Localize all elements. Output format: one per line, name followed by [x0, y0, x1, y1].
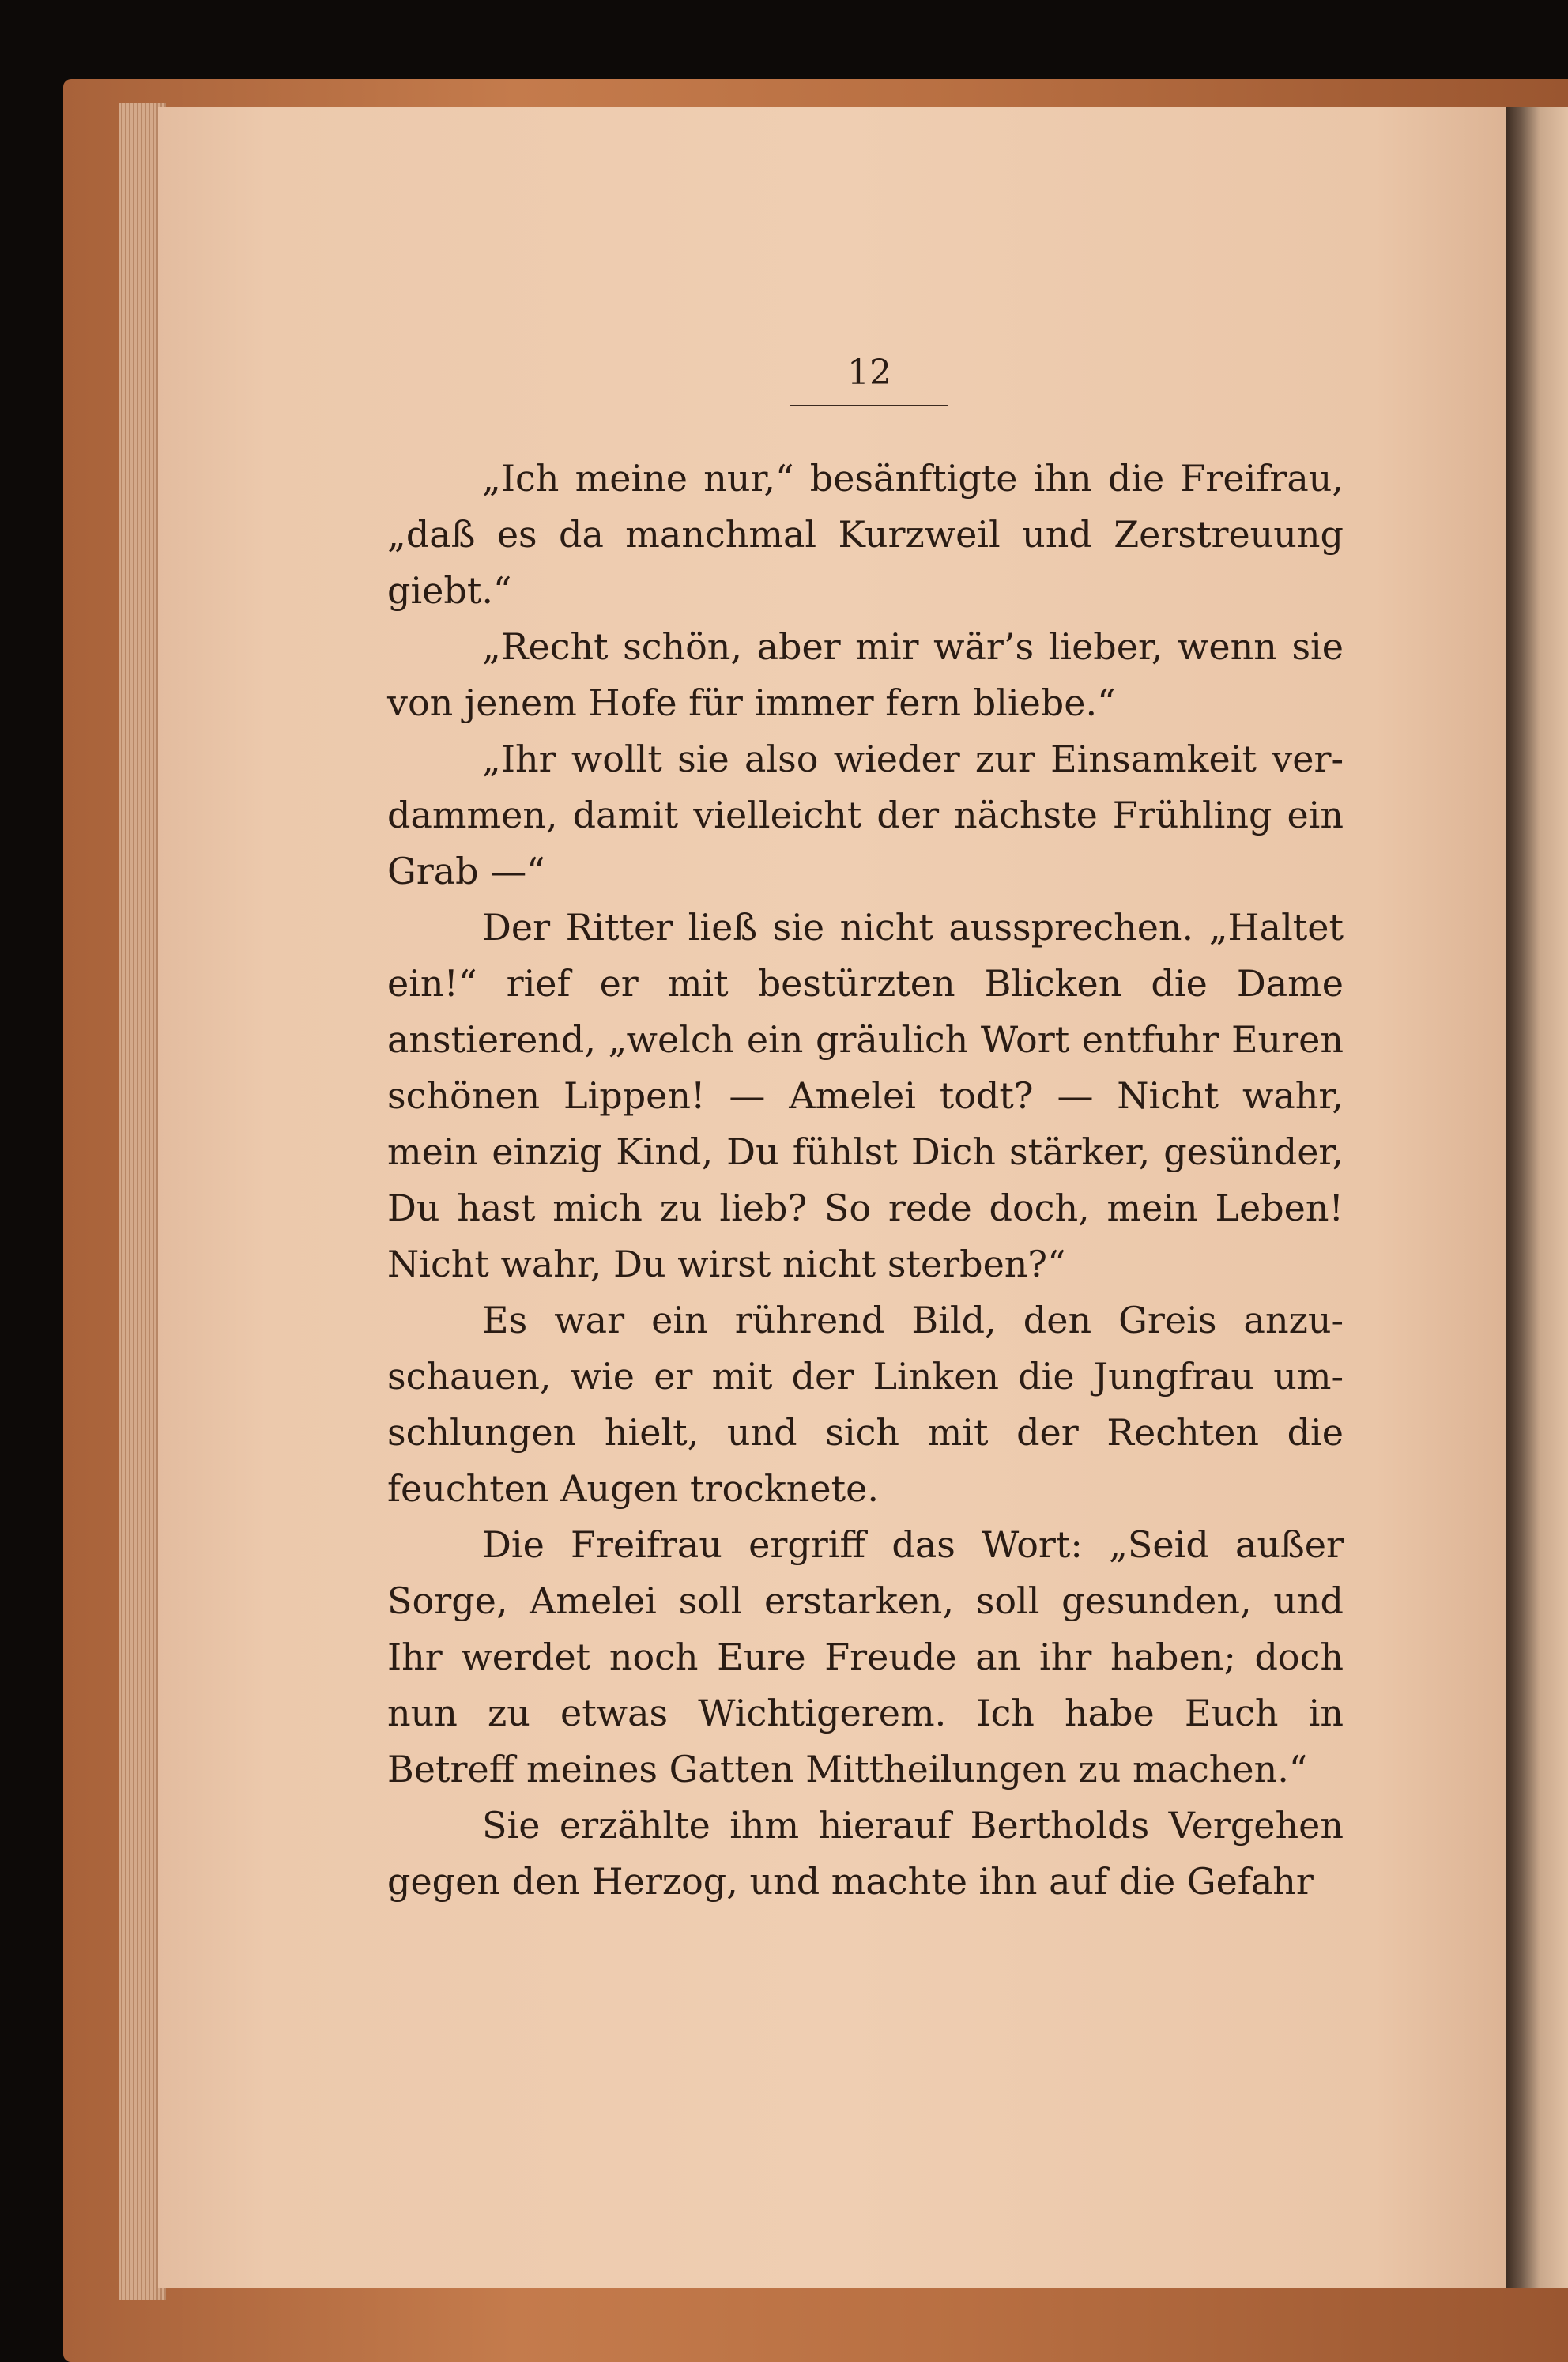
paragraph: Der Ritter ließ sie nicht aussprechen. „Haltet ein!“ rief er mit bestürzten Blicken die Dame anstierend, „welch ein gräulich Wort entfuhr Euren schönen Lippen! — Amelei todt? — Nicht wahr, mein einzig Kind, Du fühlst Dich stärker, gesünder, Du hast mich zu lieb? So rede doch, mein Leben! Nicht wahr, Du wirst nicht sterben?“ [387, 906, 1344, 1285]
paragraph: Die Freifrau ergriff das Wort: „Seid außer Sorge, Amelei soll erstarken, soll gesunden, und Ihr werdet noch Eure Freude an ihr haben; doch nun zu etwas Wichtigerem. Ich habe Euch in Betreff meines Gatten Mittheilungen zu machen.“ [387, 1523, 1344, 1790]
paragraph: „Ich meine nur,“ besänftigte ihn die Freifrau, „daß es da manchmal Kurzweil und Zerstreuung giebt.“ [387, 457, 1344, 612]
page-number-rule [790, 405, 948, 406]
paragraph: „Recht schön, aber mir wär’s lieber, wenn sie von jenem Hofe für immer fern bliebe.“ [387, 625, 1344, 724]
page-number: 12 [847, 353, 891, 393]
paragraph: Es war ein rührend Bild, den Greis anzuschauen, wie er mit der Linken die Jungfrau umschlungen hielt, und sich mit der Rechten die feuchten Augen trocknete. [387, 1299, 1344, 1510]
paragraph: Sie erzählte ihm hierauf Bertholds Vergehen gegen den Herzog, und machte ihn auf die Gefahr [387, 1804, 1344, 1903]
paragraph: „Ihr wollt sie also wieder zur Einsamkeit verdammen, damit vielleicht der nächste Frühling ein Grab —“ [387, 738, 1344, 892]
book-gutter [1506, 107, 1568, 2288]
body-text [387, 451, 1344, 1910]
